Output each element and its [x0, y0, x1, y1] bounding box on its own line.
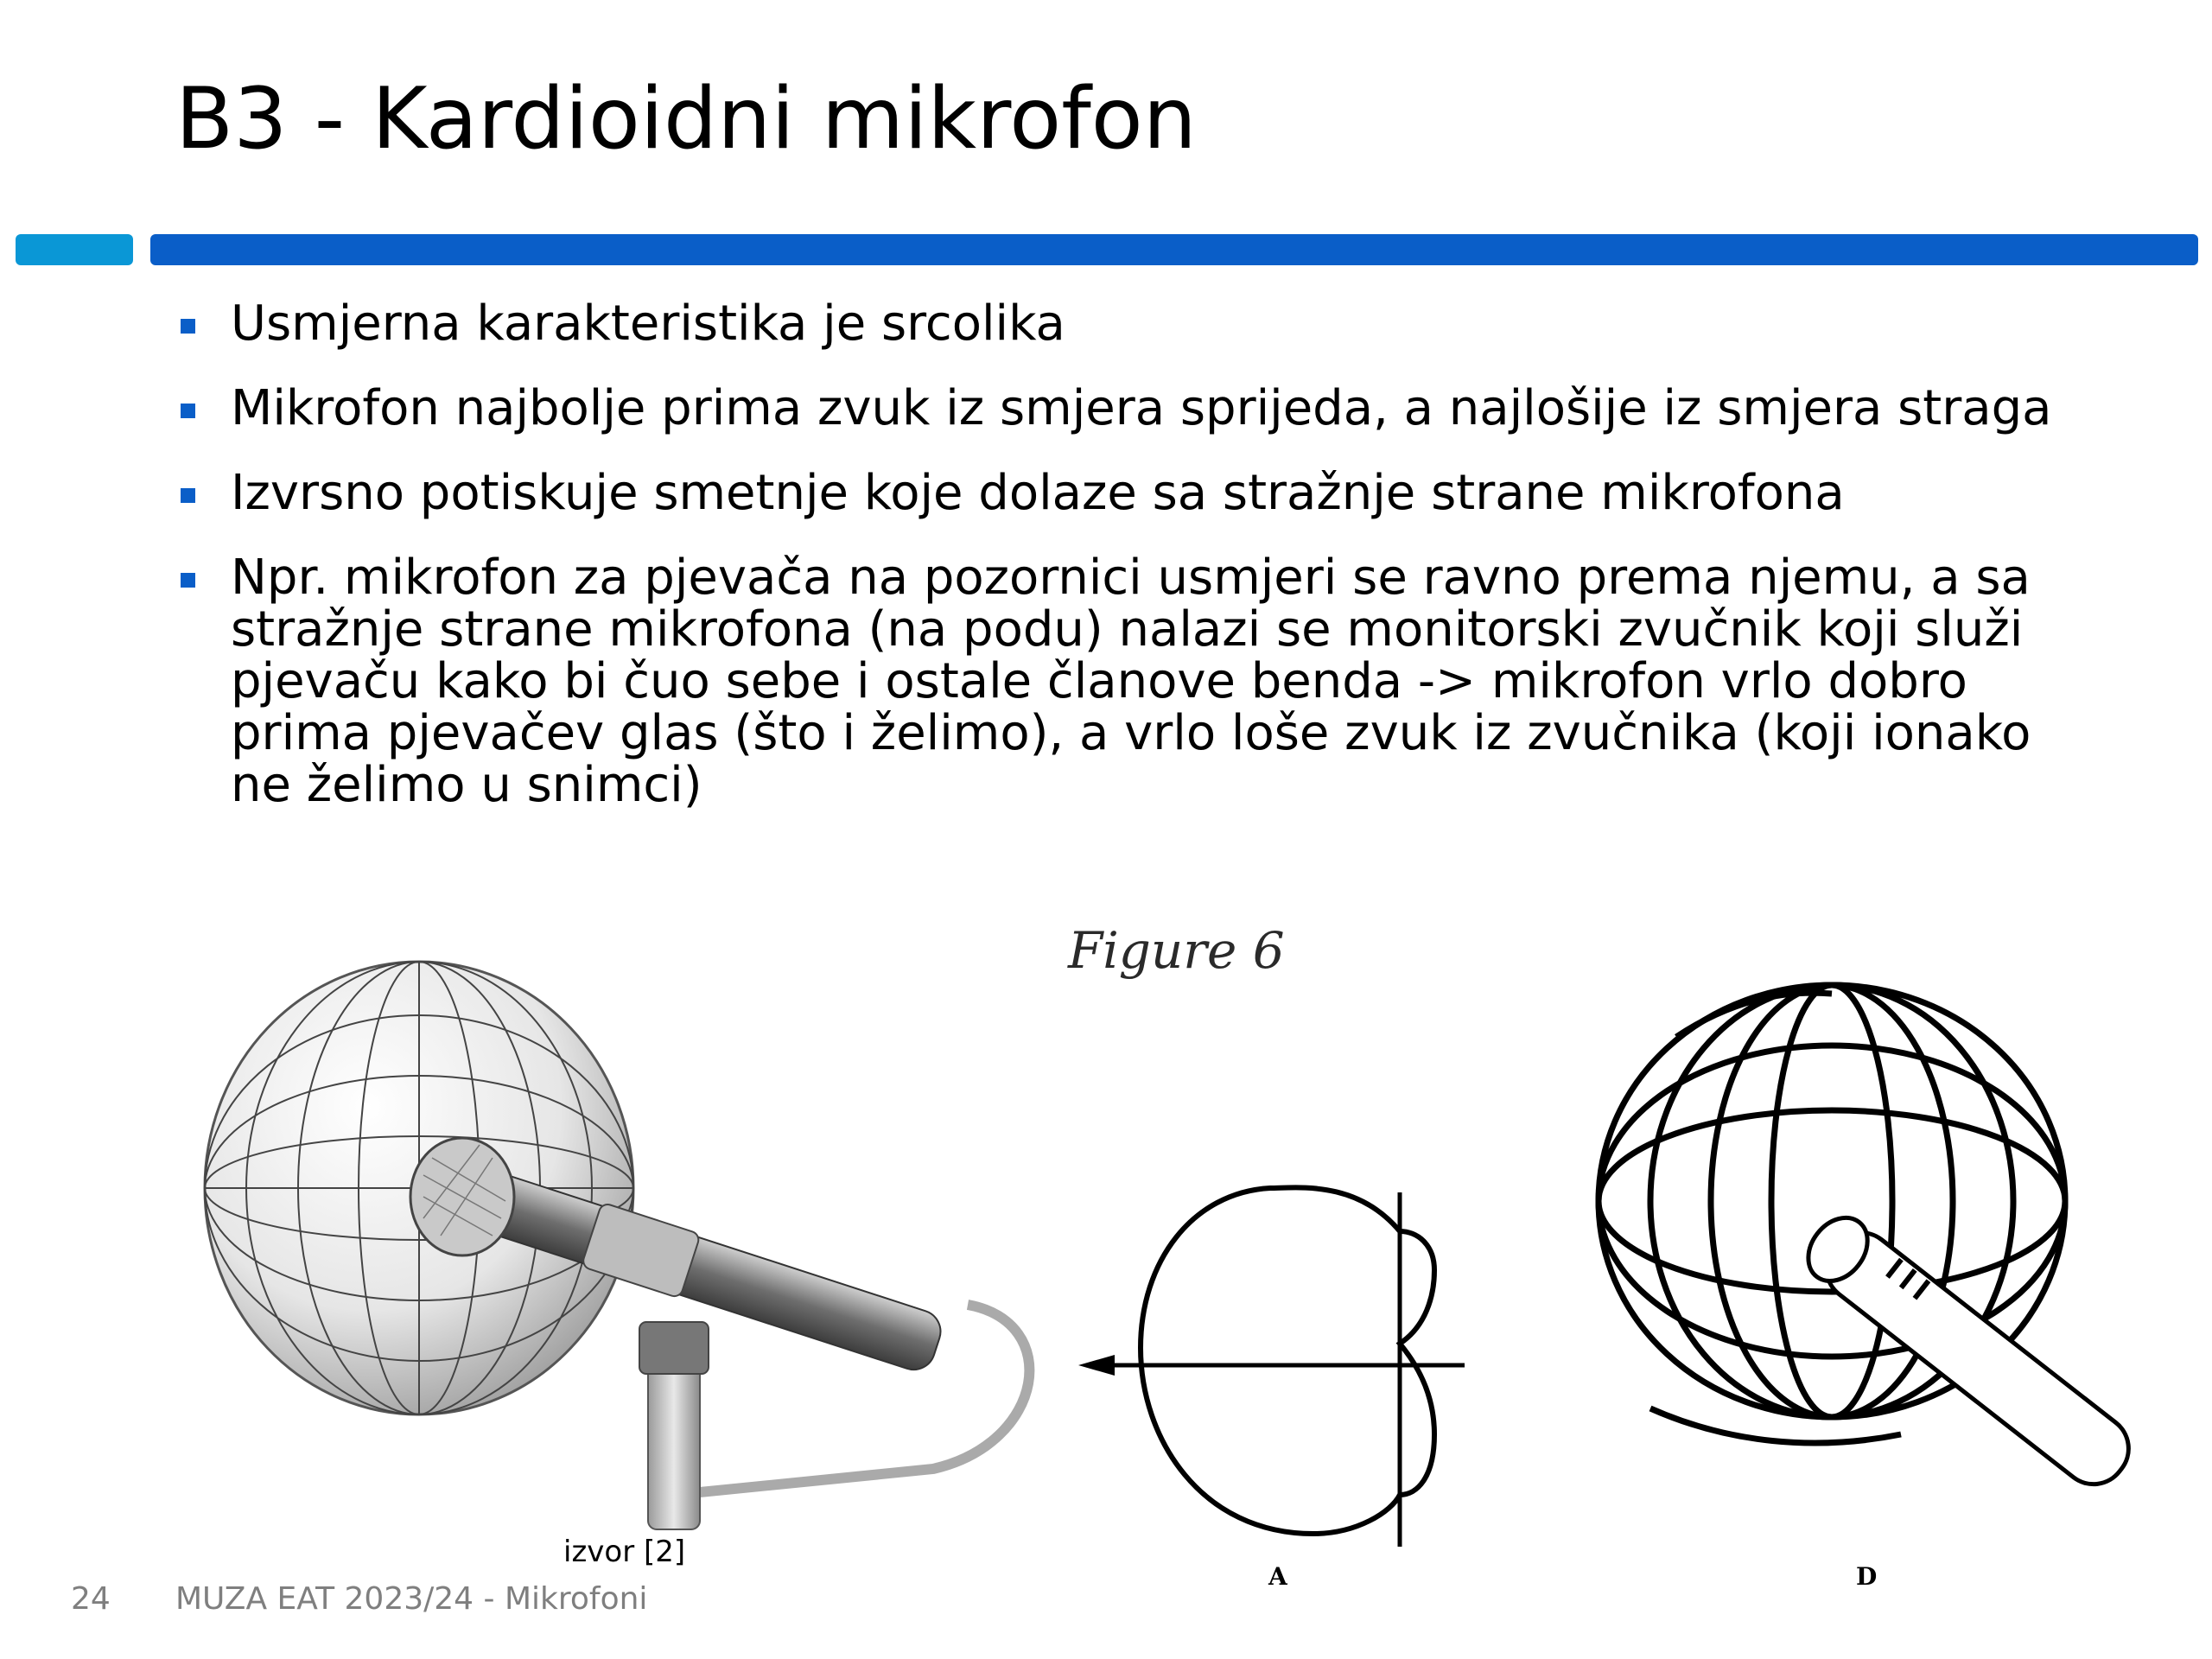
bullet-item	[177, 467, 2061, 519]
cardioid-polar-diagram	[1071, 1149, 1521, 1547]
bullet-item	[177, 380, 2061, 436]
header-accent-bar-left	[16, 234, 133, 265]
bullet-square-icon	[181, 488, 195, 503]
cardioid-3d-wireframe-diagram	[1555, 925, 2177, 1547]
slide-title: B3 - Kardioidni mikrofon	[175, 70, 1197, 168]
bullet-square-icon	[181, 573, 195, 588]
bullet-text: Usmjerna karakteristika je srcolika	[231, 296, 1065, 352]
bullet-list	[177, 298, 2061, 844]
cardioid-microphone-illustration	[190, 959, 1071, 1547]
footer-text: MUZA EAT 2023/24 - Mikrofoni	[175, 1581, 648, 1617]
bullet-text: Izvrsno potiskuje smetnje koje dolaze sa stražnje strane mikrofona	[231, 465, 1845, 521]
bullet-square-icon	[181, 319, 195, 334]
bullet-text: Mikrofon najbolje prima zvuk iz smjera sprijeda, a najlošije iz smjera straga	[231, 380, 2052, 436]
bullet-text: Npr. mikrofon za pjevača na pozornici usmjeri se ravno prema njemu, a sa stražnje strane mikrofona (na podu) nalazi se monitorski zvučnik koji služi pjevaču kako bi čuo sebe i ostale članove benda -> mikrofon vrlo dobro prima pjevačev glas (što i želimo), a vrlo loše zvuk iz zvučnika (koji ionako ne želimo u snimci)	[231, 550, 2031, 813]
diagram-label-d: D	[1856, 1562, 1878, 1591]
header-accent-bar	[150, 234, 2198, 265]
diagram-label-a: A	[1268, 1562, 1287, 1591]
image-source-note: izvor [2]	[563, 1535, 686, 1569]
page-number: 24	[71, 1581, 111, 1617]
bullet-item	[177, 298, 2061, 350]
bullet-item	[177, 552, 2061, 811]
bullet-square-icon	[181, 404, 195, 418]
figure-caption: Figure 6	[1068, 921, 1285, 980]
